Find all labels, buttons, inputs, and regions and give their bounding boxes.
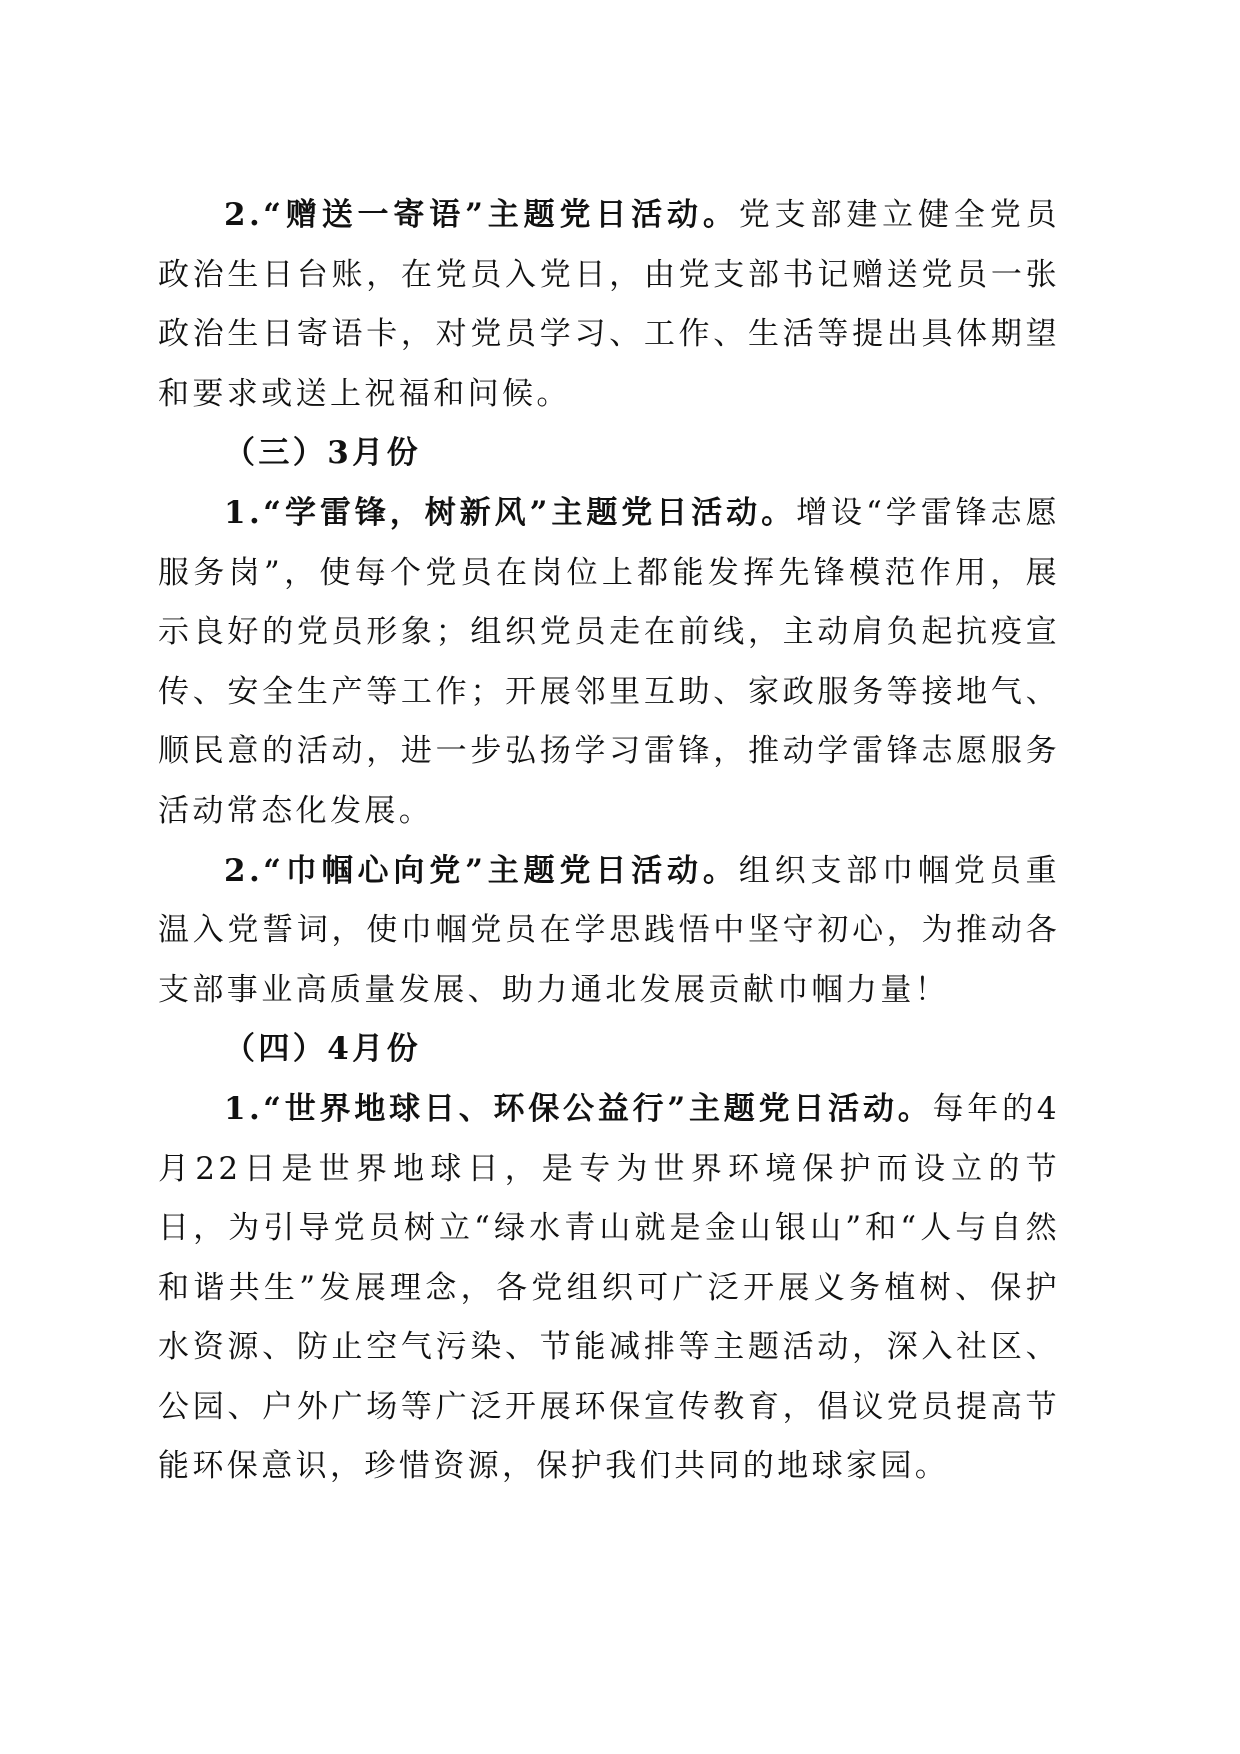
paragraph-text: 增设“学雷锋志愿服务岗”，使每个党员在岗位上都能发挥先锋模范作用，展示良好的党员形象；组织党员走在前线，主动肩负起抗疫宣传、安全生产等工作；开展邻里互助、家政服务等接地气、顺民意的活动，进一步弘扬学习雷锋，推动学雷锋志愿服务活动常态化发展。 [158, 494, 1060, 829]
paragraph-women-party [158, 842, 1060, 1021]
section-heading-march: （三）3月份 [224, 435, 421, 472]
document-body [158, 186, 1060, 1497]
paragraph-text: 每年的4月22日是世界地球日，是专为世界环境保护而设立的节日，为引导党员树立“绿水青山就是金山银山”和“人与自然和谐共生”发展理念，各党组织可广泛开展义务植树、保护水资源、防止空气污染、节能减排等主题活动，深入社区、公园、户外广场等广泛开展环保宣传教育，倡议党员提高节能环保意识，珍惜资源，保护我们共同的地球家园。 [158, 1090, 1060, 1485]
paragraph-gift-message [158, 186, 1060, 424]
paragraph-lead: 1.“世界地球日、环保公益行”主题党日活动。 [224, 1090, 933, 1127]
paragraph-lead: 2.“赠送一寄语”主题党日活动。 [224, 197, 739, 233]
paragraph-text: 组织支部巾帼党员重温入党誓词，使巾帼党员在学思践悟中坚守初心，为推动各支部事业高质量发展、助力通北发展贡献巾帼力量！ [158, 852, 1060, 1008]
paragraph-lead: 1.“学雷锋，树新风”主题党日活动。 [224, 494, 797, 531]
paragraph-text: 党支部建立健全党员政治生日台账，在党员入党日，由党支部书记赠送党员一张政治生日寄语卡，对党员学习、工作、生活等提出具体期望和要求或送上祝福和问候。 [158, 197, 1060, 412]
section-heading-april: （四）4月份 [224, 1031, 421, 1068]
paragraph-earth-day [158, 1080, 1060, 1497]
paragraph-lei-feng [158, 484, 1060, 842]
paragraph-lead: 2.“巾帼心向党”主题党日活动。 [224, 852, 739, 889]
